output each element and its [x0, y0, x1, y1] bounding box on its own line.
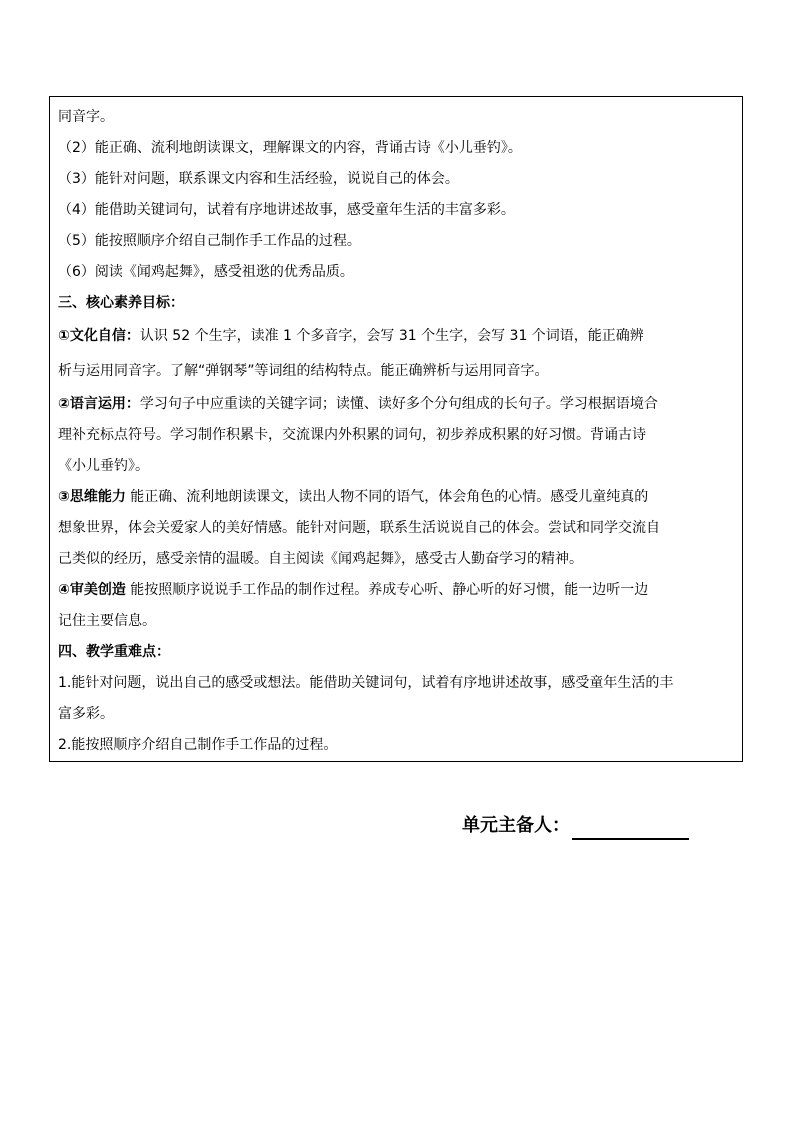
literacy-item-3-line-3: 己类似的经历，感受亲情的温暖。自主阅读《闻鸡起舞》，感受古人勤奋学习的精神。 — [58, 551, 583, 567]
literacy-item-1-lead: ①文化自信： — [58, 328, 140, 344]
literacy-item-2-line-3: 《小儿垂钓》。 — [58, 458, 149, 474]
literacy-item-2-line-1 — [58, 389, 734, 420]
signature-blank-line[interactable] — [572, 818, 689, 840]
goal-2: （2）能正确、流利地朗读课文，理解课文的内容，背诵古诗《小儿垂钓》。 — [58, 140, 522, 156]
literacy-item-2-lead: ②语言运用： — [58, 396, 140, 412]
goal-6: （6）阅读《闻鸡起舞》，感受祖逖的优秀品质。 — [58, 264, 354, 280]
literacy-item-1-text: 认识 52 个生字，读准 1 个多音字，会写 31 个生字，会写 31 个词语，能正确辨 — [139, 328, 644, 344]
literacy-item-4-text: 能按照顺序说说手工作品的制作过程。养成专心听、静心听的好习惯，能一边听一边 — [125, 582, 649, 598]
goal-5: （5）能按照顺序介绍自己制作手工作品的过程。 — [58, 233, 361, 249]
literacy-item-3-text: 能正确、流利地朗读课文，读出人物不同的语气，体会角色的心情。感受儿童纯真的 — [125, 489, 649, 505]
signature-label: 单元主备人： — [462, 815, 570, 836]
goal-tail-line: 同音字。 — [58, 109, 114, 125]
goal-3: （3）能针对问题，联系课文内容和生活经验，说说自己的体会。 — [58, 171, 459, 187]
literacy-item-2-text: 学习句子中应重读的关键字词；读懂、读好多个分句组成的长句子。学习根据语境合 — [139, 396, 658, 412]
section-4-heading: 四、教学重难点： — [58, 644, 170, 660]
literacy-item-1-line-1 — [58, 319, 734, 354]
key-point-1-line-2: 富多彩。 — [58, 706, 114, 722]
section-3-heading: 三、核心素养目标： — [58, 295, 184, 311]
literacy-item-4-line-2: 记住主要信息。 — [58, 613, 156, 629]
literacy-item-4-lead: ④审美创造 — [58, 582, 126, 598]
goal-4: （4）能借助关键词句，试着有序地讲述故事，感受童年生活的丰富多彩。 — [58, 202, 515, 218]
literacy-item-3-lead: ③思维能力 — [58, 489, 126, 505]
unit-preparer-signature — [462, 812, 689, 840]
key-point-2: 2.能按照顺序介绍自己制作手工作品的过程。 — [58, 737, 338, 753]
key-point-1-line-1: 1.能针对问题，说出自己的感受或想法。能借助关键词句，试着有序地讲述故事，感受童年生活的丰 — [58, 675, 674, 691]
literacy-item-1-line-2: 析与运用同音字。了解“弹钢琴”等词组的结构特点。能正确辨析与运用同音字。 — [58, 363, 549, 379]
literacy-item-3-line-2: 想象世界，体会关爱家人的美好情感。能针对问题，联系生活说说自己的体会。尝试和同学交流自 — [58, 520, 660, 536]
literacy-item-4-line-1 — [58, 575, 734, 606]
content-table-cell — [49, 96, 743, 762]
literacy-item-3-line-1 — [58, 482, 734, 513]
literacy-item-2-line-2: 理补充标点符号。学习制作积累卡，交流课内外积累的词句，初步养成积累的好习惯。背诵古诗 — [58, 427, 646, 443]
